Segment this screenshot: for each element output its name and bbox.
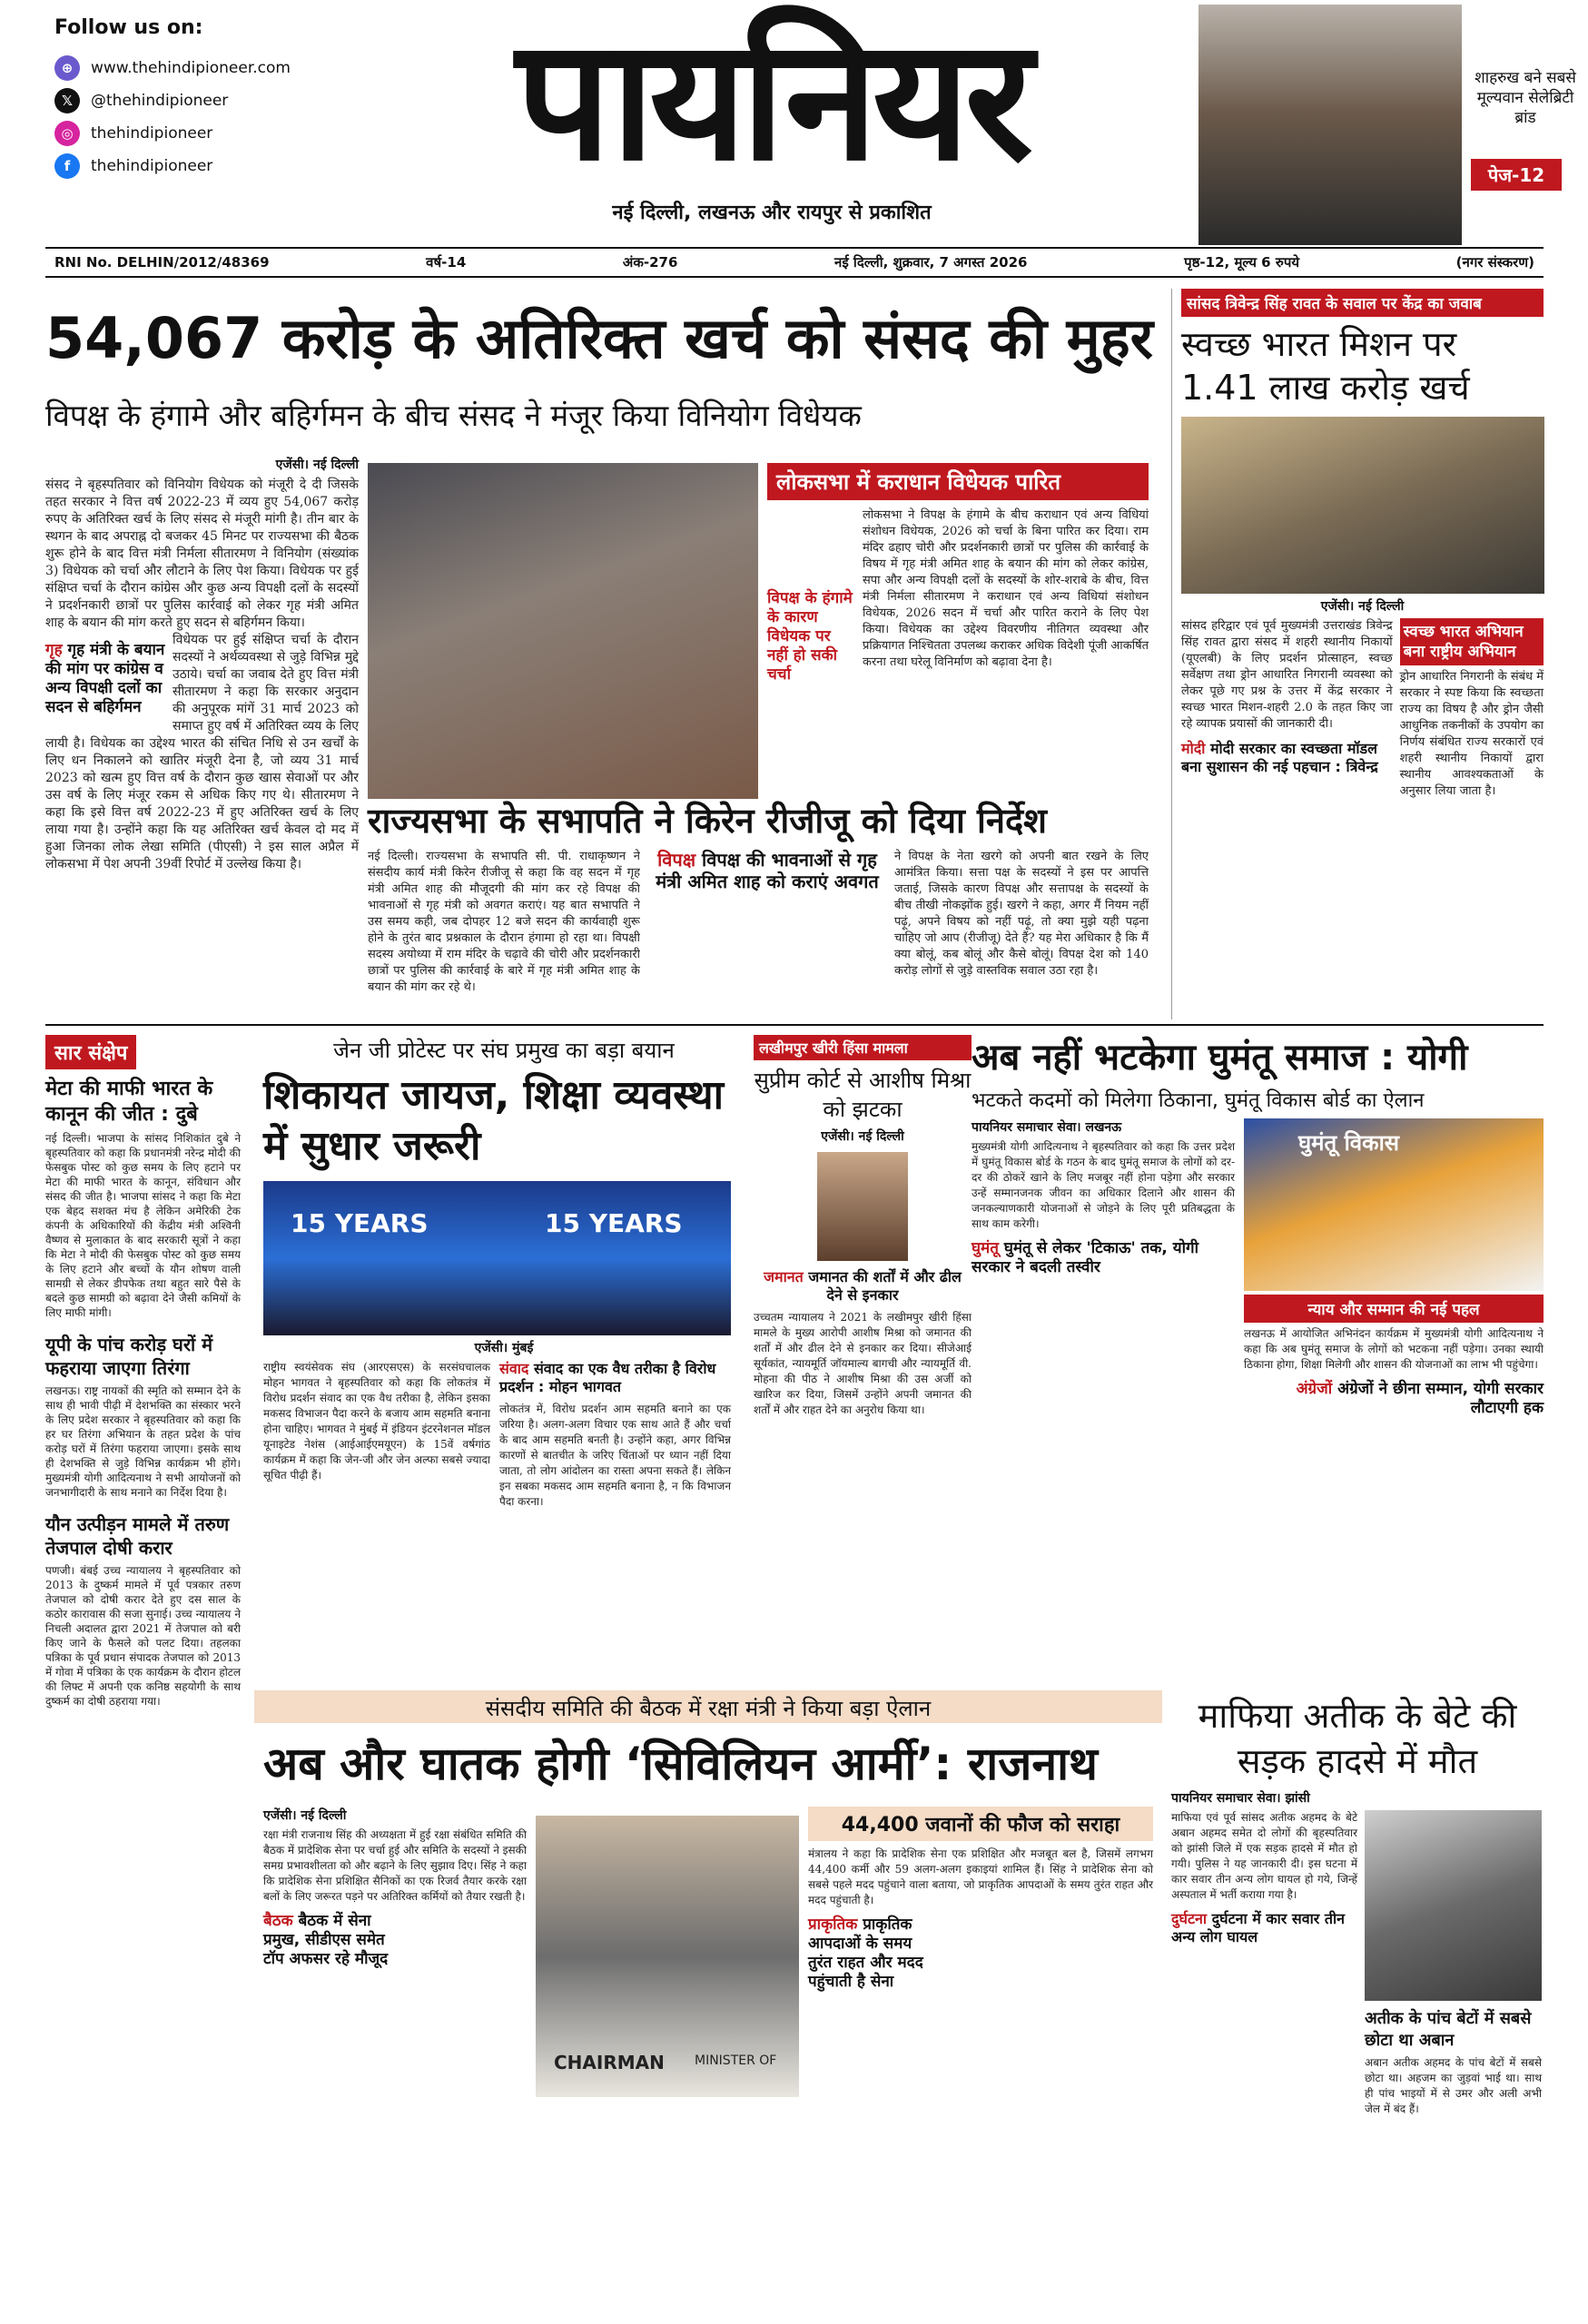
lok-sabha-tag: लोकसभा में कराधान विधेयक पारित	[767, 463, 1149, 500]
saar-body-1: नई दिल्ली। भाजपा के सांसद निशिकांत दुबे ने बृहस्पतिवार को कहा कि प्रधानमंत्री नरेन्द्र मोदी की फेसबुक पोस्ट को कुछ समय के लिए हटाने पर मेटा की माफी भारत के कानून, संविधान और संसद की जीत है। भाजपा सांसद ने कहा कि मेटा एक बेहद सशक्त मंच है लेकिन अमेरिकी टेक कंपनी के अधिकारियों की केंद्रीय मंत्री अश्विनी वैष्णव से मुलाकात के बाद सरकारी सूत्रों ने कहा कि मेटा ने मोदी की फेसबुक पोस्ट को कुछ समय के लिए हटाने और बच्चों के यौन शोषण वाली सामग्री से लेकर डीपफेक तथा बहुत सारे पैसे के बदले कुछ सामग्री को बढ़ावा देने जैसी कमियों के लिए माफी मांगी।	[45, 1132, 241, 1319]
atiq-headline[interactable]: माफिया अतीक के बेटे की सड़क हादसे में मौत	[1198, 1696, 1517, 1781]
bhagwat-kicker: जेन जी प्रोटेस्ट पर संघ प्रमुख का बड़ा बयान	[333, 1038, 675, 1063]
masthead-logo	[354, 2, 1189, 225]
bhagwat-byline: एजेंसी। मुंबई	[474, 1341, 534, 1355]
bhagwat-body: राष्ट्रीय स्वयंसेवक संघ (आरएसएस) के सरसंघचालक मोहन भागवत ने बृहस्पतिवार को कहा कि लोकतंत्र में विरोध प्रदर्शन संवाद का एक वैध तरीका है, लेकिन इसका मकसद विभाजन पैदा करने के बजाय आम सहमति बनाना होना चाहिए। भागवत ने मुंबई में इंडियन इंटरनेशनल मॉडल यूनाइटेड नेशंस (आईआईएमयूएन) के 15वें वर्षगांठ कार्यक्रम में कहा कि जेन-जी और जेन अल्फा सबसे ज्यादा सूचित पीढ़ी हैं।	[263, 1361, 490, 1482]
logo-text: पायनियर	[516, 2, 1028, 198]
rajya-sabha-pull: विपक्ष विपक्ष की भावनाओं से गृह मंत्री अमित शाह को कराएं अवगत	[656, 849, 879, 892]
atiq-box-body: अबान अतीक अहमद के पांच बेटों में सबसे छोटा था। अहजम का जुड़वां भाई था। साथ ही पांच भाइयों में से उमर और अली अभी जेल में बंद हैं।	[1365, 2056, 1542, 2115]
folio-bar	[45, 247, 1544, 278]
lakhimpur-body: उच्चतम न्यायालय ने 2021 के लखीमपुर खीरी हिंसा मामले के मुख्य आरोपी आशीष मिश्रा को जमानत की शर्तों में और ढील देने से इनकार कर दिया। सीजेआई सूर्यकांत, न्यायमूर्ति जॉयमाल्य बागची और न्यायमूर्ति वी. मोहना की पीठ ने आशीष मिश्रा की उस अर्जी को खारिज कर दिया, जिसमें उन्होंने अपनी जमानत की शर्तों में और राहत देने का अनुरोध किया था।	[754, 1311, 972, 1416]
promo-photo	[1198, 5, 1462, 245]
globe-icon: ⊕	[54, 55, 80, 81]
lakhimpur-photo	[817, 1152, 908, 1261]
yogi-subhead: भटकते कदमों को मिलेगा ठिकाना, घुमंतू विकास बोर्ड का ऐलान	[972, 1089, 1425, 1112]
lakhimpur-headline[interactable]: सुप्रीम कोर्ट से आशीष मिश्रा को झटका	[754, 1068, 972, 1122]
rajnath-photo: CHAIRMAN MINISTER OF	[536, 1816, 799, 2097]
atiq-pull: दुर्घटना दुर्घटना में कार सवार तीन अन्य लोग घायल	[1171, 1910, 1346, 1945]
lok-sabha-body: लोकसभा ने विपक्ष के हंगामे के बीच कराधान एवं अन्य विधियां संशोधन विधेयक, 2026 को चर्चा के बिना पारित कर दिया। राम मंदिर ढहाए चोरी और प्रदर्शनकारी छात्रों पर पुलिस की कार्रवाई के विषय में गृह मंत्री अमित शाह के बयान की मांग को लेकर कांग्रेस, सपा और अन्य विपक्षी दलों के सदस्यों के शोर-शराबे के बीच, वित्त मंत्री निर्मला सीतारमण ने कराधान एवं अन्य विधियां संशोधन विधेयक, 2026 सदन में चर्चा और पारित कराने के लिए पेश किया। विधेयक का उद्देश्य विवरणीय नीतिगत व्यवस्था और प्रक्रियागत निश्चितता उपलब्ध कराकर अधिक विदेशी पूंजी आकर्षित करना तथा घरेलू विनिर्माण को बढ़ावा देना है।	[863, 508, 1149, 669]
swachh-byline: एजेंसी। नई दिल्ली	[1320, 599, 1405, 614]
price: पृष्ठ-12, मूल्य 6 रुपये	[1184, 254, 1300, 271]
lakhimpur-byline: एजेंसी। नई दिल्ली	[821, 1129, 904, 1144]
lakhimpur-story	[754, 1035, 972, 1418]
swachh-story	[1171, 289, 1544, 1019]
bhagwat-photo: 15 YEARS 15 YEARS	[263, 1181, 731, 1335]
atiq-story	[1171, 1693, 1544, 2117]
atiq-box-title: अतीक के पांच बेटों में सबसे छोटा था अबान	[1365, 2009, 1532, 2050]
saar-headline-3[interactable]: यौन उत्पीड़न मामले में तरुण तेजपाल दोषी करार	[45, 1513, 230, 1559]
rajnath-headline[interactable]: अब और घातक होगी ‘सिविलियन आर्मी’: राजनाथ	[263, 1738, 1098, 1790]
yogi-photo: घुमंतू विकास	[1244, 1118, 1544, 1291]
social-website[interactable]: ⊕ www.thehindipioneer.com	[54, 52, 327, 84]
instagram-icon: ◎	[54, 121, 80, 146]
swachh-body: सांसद हरिद्वार एवं पूर्व मुख्यमंत्री उत्तराखंड त्रिवेन्द्र सिंह रावत द्वारा संसद में शहरी स्थानीय निकायों (यूएलबी) के लिए प्रदर्शन प्रोत्साहन, स्वच्छ सर्वेक्षण तथा ड्रोन आधारित निगरानी व्यवस्था को लेकर पूछे गए प्रश्न के उत्तर में केंद्र सरकार ने स्वच्छ भारत मिशन-शहरी 2.0 के तहत किए जा रहे व्यापक प्रयासों की जानकारी दी।	[1181, 619, 1393, 731]
saar-body-2: लखनऊ। राष्ट्र नायकों की स्मृति को सम्मान देने के साथ ही भावी पीढ़ी में देशभक्ति का संस्कार भरने के लिए प्रदेश सरकार ने बृहस्पतिवार को कहा कि हर घर तिरंगा अभियान के तहत प्रदेश के पांच करोड़ घरों में तिरंगा फहराया जाएगा। इसके साथ ही देशभक्ति से जुड़े विभिन्न कार्यक्रम भी होंगे। मुख्यमंत्री योगी आदित्यनाथ ने सभी आयोजनों को जनभागीदारी के साथ मनाने का निर्देश दिया है।	[45, 1384, 241, 1499]
rajnath-pull-2: प्राकृतिक प्राकृतिक आपदाओं के समय तुरंत राहत और मदद पहुंचाती है सेना	[808, 1915, 923, 1991]
lead-subhead: विपक्ष के हंगामे और बहिर्गमन के बीच संसद ने मंजूर किया विनियोग विधेयक	[45, 398, 862, 433]
bhagwat-story	[263, 1035, 745, 1510]
rajnath-pull: बैठक बैठक में सेना प्रमुख, सीडीएस समेत टॉप अफसर रहे मौजूद	[263, 1912, 389, 1968]
saar-headline-2[interactable]: यूपी के पांच करोड़ घरों में फहराया जाएगा तिरंगा	[45, 1334, 213, 1379]
bhagwat-pull: संवाद संवाद का एक वैध तरीका है विरोध प्रदर्शन : मोहन भागवत	[499, 1360, 716, 1395]
lok-sabha-pull: विपक्ष के हंगामे के कारण विधेयक पर नहीं हो सकी चर्चा	[767, 589, 853, 684]
promo-panel[interactable]	[1198, 5, 1580, 245]
saar-tag: सार संक्षेप	[45, 1035, 136, 1069]
saar-column	[45, 1035, 241, 1709]
lead-body: संसद ने बृहस्पतिवार को विनियोग विधेयक को मंजूरी दे दी जिसके तहत सरकार ने वित्त वर्ष 2022-23 में व्यय हुए 54,067 करोड़ रुपए के अतिरिक्त खर्च के लिए संसद से मंजूरी मांगी है। तीन बार के स्थगन के बाद अपराह्न दो बजकर 45 मिनट पर राज्यसभा की बैठक शुरू होने के बाद वित्त मंत्री निर्मला सीतारमण ने विनियोग (संख्यांक 3) विधेयक को चर्चा और लौटाने के लिए पेश किया। विधेयक पर हुई संक्षिप्त चर्चा के दौरान कांग्रेस और कुछ अन्य विपक्षी दलों के सदस्यों ने प्रदर्शनकारी छात्रों पर पुलिस कार्रवाई को लेकर गृह मंत्री अमित शाह के बयान की मांग करते हुए सदन से बहिर्गमन किया।	[45, 478, 359, 630]
yogi-body: मुख्यमंत्री योगी आदित्यनाथ ने बृहस्पतिवार को कहा कि उत्तर प्रदेश में घुमंतू विकास बोर्ड के गठन के बाद घुमंतू समाज के लोगों को दर-दर की ठोकरें खाने के लिए मजबूर नहीं होना पड़ेगा और सरकार उन्हें सम्मानजनक जीवन का अधिकार दिलाने और शासन की जनकल्याणकारी योजनाओं से जोड़ने के लिए पूरी प्रतिबद्धता के साथ काम करेगी।	[972, 1140, 1235, 1230]
rajnath-subtag: 44,400 जवानों की फौज को सराहा	[808, 1807, 1153, 1841]
rajya-sabha-body: नई दिल्ली। राज्यसभा के सभापति सी. पी. राधाकृष्णन ने संसदीय कार्य मंत्री किरेन रीजीजू से कहा कि वह सदन में गृह मंत्री अमित शाह की मौजूदगी की मांग कर रहे विपक्ष की भावनाओं से गृह मंत्री को अवगत कराएं। यह बात सभापति ने उस समय कही, जब दोपहर 12 बजे सदन की कार्यवाही शुरू होने के तुरंत बाद प्रश्नकाल के दौरान हंगामा हो रहा था। विपक्षी सदस्य अयोध्या में राम मंदिर के चढ़ावे की चोरी और प्रदर्शनकारी छात्रों पर पुलिस की कार्रवाई के बारे में गृह मंत्री अमित शाह के बयान की मांग कर रहे थे।	[368, 850, 640, 994]
promo-text: शाहरुख बने सबसे मूल्यवान सेलेब्रिटी ब्रांड	[1475, 69, 1576, 127]
swachh-box-body: ड्रोन आधारित निगरानी के संबंध में सरकार ने स्पष्ट किया कि स्वच्छता राज्य का विषय है और ड्रोन जैसी आधुनिक तकनीकों के उपयोग का निर्णय संबंधित राज्य सरकारों एवं शहरी स्थानीय निकायों द्वारा स्थानीय आवश्यकताओं के अनुसार लिया जाता है।	[1399, 670, 1544, 798]
rajnath-kicker-band	[254, 1690, 1162, 1723]
rajnath-kicker: संसदीय समिति की बैठक में रक्षा मंत्री ने किया बड़ा ऐलान	[485, 1696, 932, 1721]
x-icon: 𝕏	[54, 88, 80, 113]
rajya-sabha-story	[368, 849, 1149, 1012]
rajya-sabha-body-2: ने विपक्ष के नेता खरगे को अपनी बात रखने के लिए आमंत्रित किया। सत्ता पक्ष के सदस्यों ने इस पर आपत्ति जताई, जिसके कारण विपक्ष और सत्तापक्ष के सदस्यों के बीच तीखी नोकझोंक हुई। खरगे ने कहा, अगर मैं नियम नहीं पढ़ूं, अपने विषय को नहीं पढ़ूं, तो क्या मुझे यही पढ़ना चाहिए जो आप (रीजीजू) देते हैं? यह मेरा अधिकार है कि मैं क्या बोलूं, कब बोलूं और कैसे बोलूं। विपक्ष देश को 140 करोड़ लोगों से जुड़े वास्तविक सवाल उठा रहा है।	[894, 850, 1149, 978]
yogi-story	[972, 1035, 1544, 1418]
social-x[interactable]: 𝕏 @thehindipioneer	[54, 84, 327, 117]
promo-page-badge: पेज-12	[1471, 159, 1562, 191]
saar-headline-1[interactable]: मेटा की माफी भारत के कानून की जीत : दुबे	[45, 1078, 213, 1126]
swachh-box-title: स्वच्छ भारत अभियान बना राष्ट्रीय अभियान	[1400, 618, 1544, 665]
social-facebook[interactable]: f thehindipioneer	[54, 150, 327, 182]
lead-column	[45, 456, 359, 873]
swachh-headline[interactable]: स्वच्छ भारत मिशन पर 1.41 लाख करोड़ खर्च	[1181, 324, 1470, 408]
saar-body-3: पणजी। बंबई उच्च न्यायालय ने बृहस्पतिवार को 2013 के दुष्कर्म मामले में पूर्व पत्रकार तरुण तेजपाल को दोषी करार देते हुए दस साल के कठोर कारावास की सजा सुनाई। उच्च न्यायालय ने निचली अदालत द्वारा 2021 में तेजपाल को बरी किए जाने के फैसले को पलट दिया। तहलका पत्रिका के पूर्व प्रधान संपादक तेजपाल को 2013 में गोवा में पत्रिका के एक कार्यक्रम के दौरान होटल की लिफ्ट में अपनी एक कनिष्ठ सहयोगी के साथ दुष्कर्म का दोषी ठहराया गया।	[45, 1564, 241, 1708]
swachh-pull: मोदी मोदी सरकार का स्वच्छता मॉडल बना सुशासन की नई पहचान : त्रिवेन्द्र	[1181, 740, 1378, 775]
date: नई दिल्ली, शुक्रवार, 7 अगस्त 2026	[834, 254, 1028, 271]
follow-us-panel	[54, 16, 327, 182]
yogi-box-body: लखनऊ में आयोजित अभिनंदन कार्यक्रम में मुख्यमंत्री योगी आदित्यनाथ ने कहा कि अब घुमंतू समाज के लोगों को भटकना नहीं पड़ेगा। उनका स्थायी ठिकाना होगा, शिक्षा मिलेगी और शासन की योजनाओं का लाभ भी पहुंचेगा।	[1244, 1327, 1544, 1371]
year: वर्ष-14	[426, 254, 467, 271]
tagline: नई दिल्ली, लखनऊ और रायपुर से प्रकाशित	[612, 202, 932, 224]
swachh-kicker: सांसद त्रिवेन्द्र सिंह रावत के सवाल पर केंद्र का जवाब	[1181, 289, 1544, 317]
yogi-pull: घुमंतू घुमंतू से लेकर 'टिकाऊ' तक, योगी सरकार ने बदली तस्वीर	[972, 1239, 1198, 1276]
social-instagram[interactable]: ◎ thehindipioneer	[54, 117, 327, 150]
divider	[45, 1024, 1544, 1026]
follow-title: Follow us on:	[54, 16, 203, 39]
lakhimpur-tag: लखीमपुर खीरी हिंसा मामला	[754, 1035, 972, 1060]
atiq-photo	[1365, 1810, 1542, 2001]
lead-body-2: विधेयक पर हुई संक्षिप्त चर्चा के दौरान सदस्यों ने अर्थव्यवस्था से जुड़े विभिन्न मुद्दे उठाये। चर्चा का जवाब देते हुए वित्त मंत्री सीतारमण ने कहा कि सरकार अनुदान की अनुपूरक मांगें 31 मार्च 2023 को समाप्त हुए वर्ष में अतिरिक्त व्यय के लिए लायी है। विधेयक का उद्देश्य भारत की संचित निधि से उन खर्चों के लिए धन निकालने को खातिर मंजूरी देना है, जो व्यय 31 मार्च 2023 को खत्म हुए वित्त वर्ष के दौरान कुछ खास सेवाओं पर और उस वर्ष के लिए मंजूर रकम से अधिक किए गए थे। सीतारमण ने कहा कि इसे वित्त वर्ष 2022-23 में हुए अतिरिक्त खर्च के लिए लाया गया है। उन्होंने कहा कि यह अतिरिक्त खर्च केवल दो मद में हुआ जिनका लोक लेखा समिति (पीएसी) ने इस साल अप्रैल में लोकसभा में पेश अपनी 39वीं रिपोर्ट में उल्लेख किया है।	[45, 633, 359, 872]
bhagwat-headline[interactable]: शिकायत जायज, शिक्षा व्यवस्था में सुधार जरूरी	[263, 1072, 725, 1169]
atiq-body: माफिया एवं पूर्व सांसद अतीक अहमद के बेटे अबान अहमद समेत दो लोगों की बृहस्पतिवार को झांसी जिले में एक सड़क हादसे में मौत हो गयी। पुलिस ने यह जानकारी दी। इस घटना में कार सवार तीन अन्य लोग घायल हो गये, जिन्हें अस्पताल में भर्ती कराया गया है।	[1171, 1811, 1357, 1901]
lead-photo	[368, 463, 758, 799]
lok-sabha-story	[767, 463, 1149, 684]
rajnath-body: रक्षा मंत्री राजनाथ सिंह की अध्यक्षता में हुई रक्षा संबंधित समिति की बैठक में प्रादेशिक सेना पर चर्चा हुई और समिति के सदस्यों ने इसकी समग्र प्रभावशीलता को और बढ़ाने के लिए सुझाव दिए। सिंह ने कहा कि प्रादेशिक सेना प्रशिक्षित सैनिकों का एक रिजर्व तैयार करके रक्षा बलों के लिए जरूरत पड़ने पर अतिरिक्त कर्मियों को तैयार रखती है।	[263, 1828, 527, 1903]
yogi-byline: पायनियर समाचार सेवा। लखनऊ	[972, 1120, 1122, 1135]
lead-pull-quote: गृह गृह मंत्री के बयान की मांग पर कांग्रेस व अन्य विपक्षी दलों का सदन से बहिर्गमन	[45, 641, 165, 716]
atiq-byline: पायनियर समाचार सेवा। झांसी	[1171, 1791, 1310, 1806]
edition: (नगर संस्करण)	[1455, 254, 1534, 271]
rajnath-story	[263, 1807, 1162, 2315]
rajnath-byline: एजेंसी। नई दिल्ली	[263, 1808, 347, 1823]
yogi-pull-2: अंग्रेजों अंग्रेजों ने छीना सम्मान, योगी सरकार लौटाएगी हक	[1296, 1380, 1544, 1417]
lead-byline: एजेंसी। नई दिल्ली	[275, 458, 359, 472]
lead-headline[interactable]: 54,067 करोड़ के अतिरिक्त खर्च को संसद की मुहर	[45, 305, 1154, 371]
rajya-sabha-headline[interactable]: राज्यसभा के सभापति ने किरेन रीजीजू को दिया निर्देश	[368, 801, 1047, 841]
rajnath-body-2: मंत्रालय ने कहा कि प्रादेशिक सेना एक प्रशिक्षित और मजबूत बल है, जिसमें लगभग 44,400 कर्मी और 59 अलग-अलग इकाइयां शामिल हैं। सिंह ने प्रादेशिक सेना को सबसे पहले मदद पहुंचाने वाला बताया, जो प्राकृतिक आपदाओं के समय तुरंत राहत और मदद पहुंचाती है।	[808, 1847, 1153, 1906]
yogi-box-title: न्याय और सम्मान की नई पहल	[1244, 1295, 1544, 1323]
rni-number: RNI No. DELHIN/2012/48369	[54, 254, 270, 271]
lakhimpur-pull: जमानत जमानत की शर्तों में और ढील देने से इनकार	[764, 1268, 962, 1304]
swachh-photo	[1181, 417, 1544, 594]
issue: अंक-276	[622, 254, 678, 271]
yogi-headline[interactable]: अब नहीं भटकेगा घुमंतू समाज : योगी	[972, 1037, 1468, 1078]
bhagwat-body-2: लोकतंत्र में, विरोध प्रदर्शन आम सहमति बनाने का एक जरिया है। अलग-अलग विचार एक साथ आते हैं और चर्चा के बाद आम सहमति बनती है। उन्होंने कहा, अगर विभिन्न कारणों से बातचीत के जरिए चिंताओं पर ध्यान नहीं दिया जाता, तो लोग आंदोलन का रास्ता अपना सकते हैं। लेकिन इन सबका मकसद आम सहमति बनाना है, न कि विभाजन पैदा करना।	[499, 1403, 731, 1508]
facebook-icon: f	[54, 153, 80, 179]
